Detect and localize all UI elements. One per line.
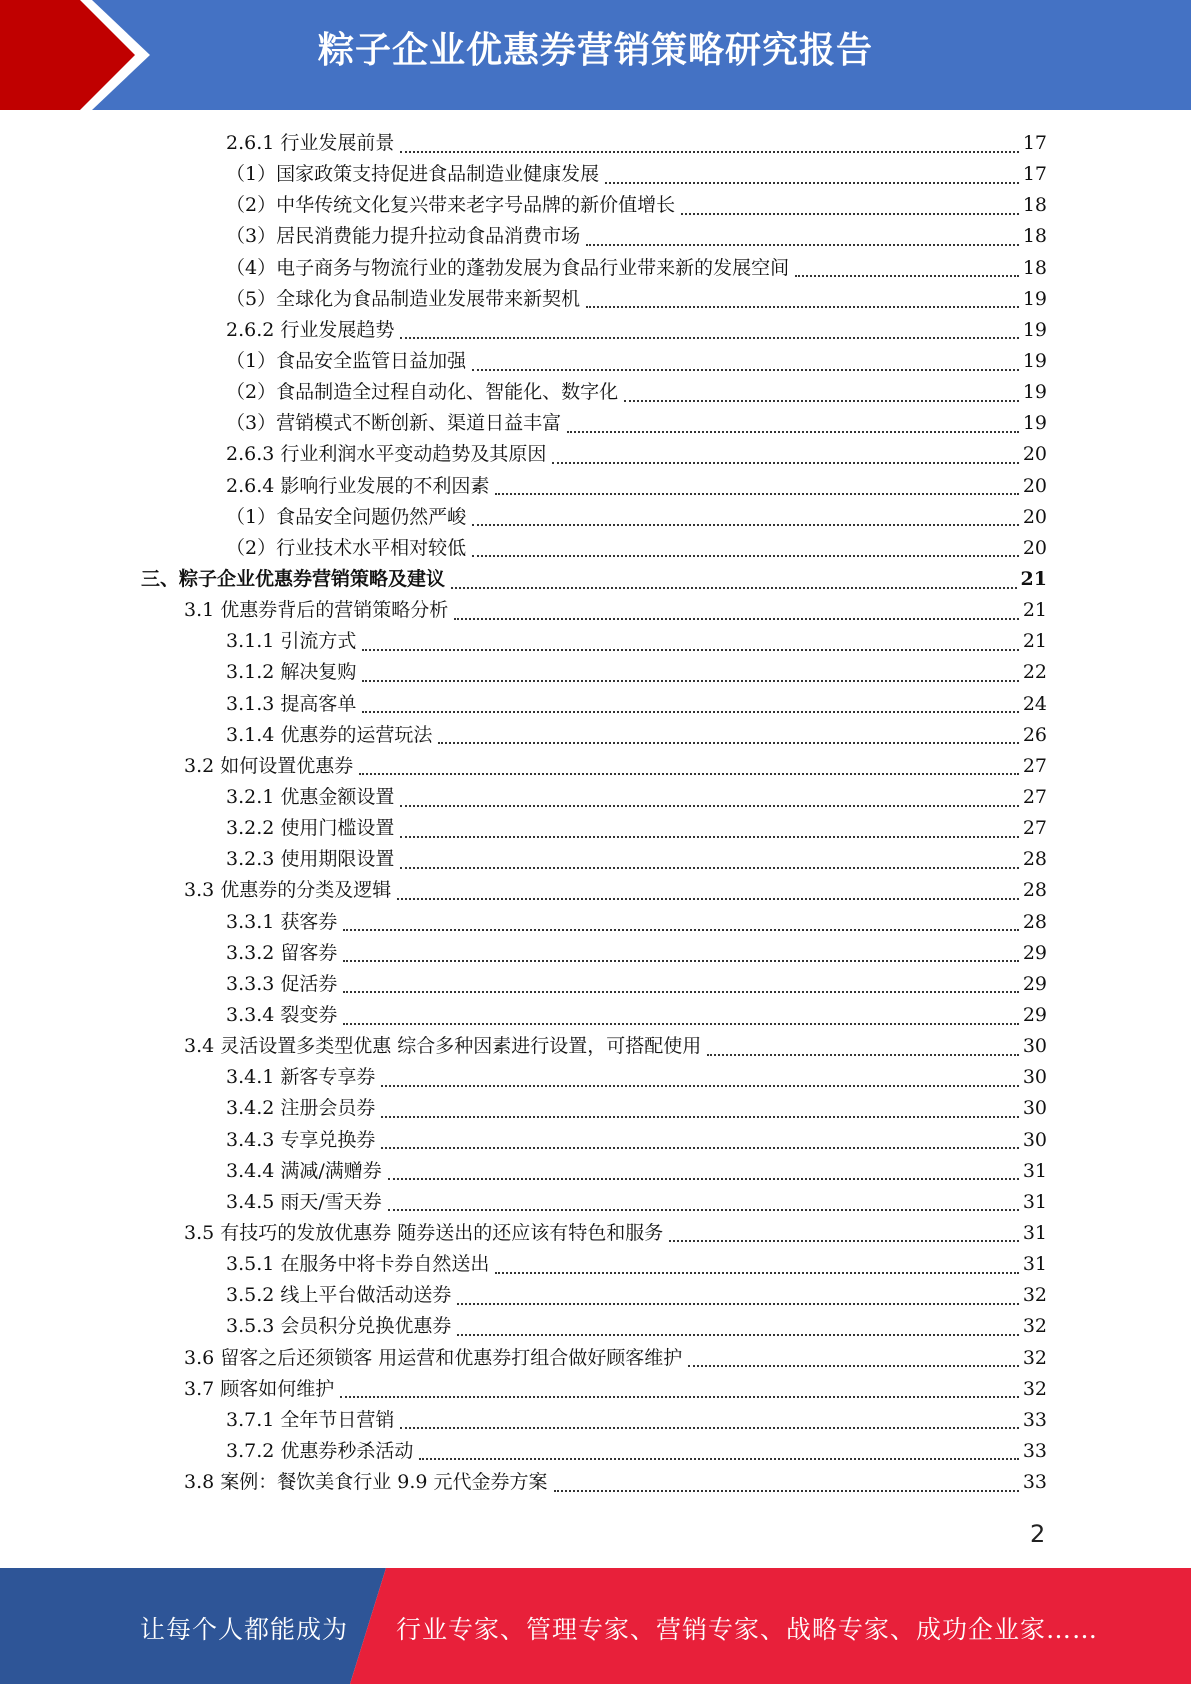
toc-leader-dots xyxy=(343,958,1018,962)
toc-entry[interactable] xyxy=(0,875,1047,906)
toc-entry[interactable] xyxy=(0,439,1047,470)
toc-entry-page: 18 xyxy=(1022,194,1047,217)
toc-leader-dots xyxy=(454,616,1019,620)
toc-entry-label: 3.4.4 满减/满赠券 xyxy=(226,1156,386,1187)
toc-entry-page: 33 xyxy=(1022,1408,1047,1431)
toc-entry-label: （5）全球化为食品制造业发展带来新契机 xyxy=(226,284,584,315)
toc-leader-dots xyxy=(397,896,1019,900)
table-of-contents xyxy=(0,128,1191,1498)
toc-entry[interactable] xyxy=(0,128,1047,159)
toc-entry-page: 28 xyxy=(1022,848,1047,871)
toc-leader-dots xyxy=(343,927,1018,931)
toc-entry[interactable] xyxy=(0,284,1047,315)
page-header xyxy=(0,0,1191,110)
toc-entry[interactable] xyxy=(0,1374,1047,1405)
toc-leader-dots xyxy=(472,522,1019,526)
toc-entry-page: 21 xyxy=(1022,599,1047,622)
toc-entry-label: （4）电子商务与物流行业的蓬勃发展为食品行业带来新的发展空间 xyxy=(226,253,793,284)
toc-entry-page: 24 xyxy=(1022,692,1047,715)
toc-entry[interactable] xyxy=(0,1125,1047,1156)
toc-entry-label: 2.6.3 行业利润水平变动趋势及其原因 xyxy=(226,439,550,470)
toc-entry-label: 3.5.1 在服务中将卡券自然送出 xyxy=(226,1249,493,1280)
toc-entry-label: 3.7.2 优惠券秒杀活动 xyxy=(226,1436,417,1467)
toc-entry-label: （1）国家政策支持促进食品制造业健康发展 xyxy=(226,159,603,190)
toc-entry-label: 3.3.1 获客券 xyxy=(226,907,341,938)
toc-entry-label: 3.5 有技巧的发放优惠券 随券送出的还应该有特色和服务 xyxy=(184,1218,667,1249)
toc-entry-label: （3）营销模式不断创新、渠道日益丰富 xyxy=(226,408,565,439)
toc-leader-dots xyxy=(400,865,1018,869)
toc-entry-page: 30 xyxy=(1022,1066,1047,1089)
toc-leader-dots xyxy=(400,834,1018,838)
toc-entry-label: 3.7 顾客如何维护 xyxy=(184,1374,338,1405)
toc-leader-dots xyxy=(472,367,1019,371)
toc-entry-page: 19 xyxy=(1022,350,1047,373)
toc-entry-label: （1）食品安全问题仍然严峻 xyxy=(226,502,470,533)
toc-leader-dots xyxy=(381,1114,1018,1118)
toc-leader-dots xyxy=(381,1145,1018,1149)
toc-leader-dots xyxy=(457,1332,1018,1336)
toc-entry-label: 3.2.2 使用门槛设置 xyxy=(226,813,398,844)
toc-leader-dots xyxy=(552,460,1018,464)
toc-entry-page: 20 xyxy=(1022,474,1047,497)
toc-entry-page: 30 xyxy=(1022,1097,1047,1120)
toc-leader-dots xyxy=(343,1021,1018,1025)
toc-entry-label: 3.5.2 线上平台做活动送券 xyxy=(226,1280,455,1311)
toc-leader-dots xyxy=(362,647,1018,651)
toc-leader-dots xyxy=(495,491,1018,495)
toc-entry[interactable] xyxy=(0,595,1047,626)
toc-entry-page: 29 xyxy=(1022,1004,1047,1026)
toc-entry-page: 18 xyxy=(1022,225,1047,248)
toc-leader-dots xyxy=(400,1425,1018,1429)
report-title: 粽子企业优惠券营销策略研究报告 xyxy=(317,30,873,71)
toc-entry-page: 31 xyxy=(1022,1159,1047,1182)
toc-entry-label: 3.1.1 引流方式 xyxy=(226,626,360,657)
toc-entry[interactable] xyxy=(0,408,1047,439)
toc-entry-label: 3.1 优惠券背后的营销策略分析 xyxy=(184,595,452,626)
toc-entry[interactable] xyxy=(0,813,1047,844)
toc-entry-label: （3）居民消费能力提升拉动食品消费市场 xyxy=(226,221,584,252)
toc-entry[interactable] xyxy=(0,626,1047,657)
toc-leader-dots xyxy=(400,803,1018,807)
toc-entry-page: 21 xyxy=(1022,630,1047,653)
toc-entry[interactable] xyxy=(0,782,1047,813)
toc-entry[interactable] xyxy=(0,533,1047,564)
toc-entry-page: 29 xyxy=(1022,941,1047,964)
toc-leader-dots xyxy=(495,1270,1018,1274)
toc-entry-label: 3.4.1 新客专享券 xyxy=(226,1062,379,1093)
toc-entry[interactable] xyxy=(0,1467,1047,1498)
toc-entry[interactable] xyxy=(0,377,1047,408)
toc-entry-label: 3.4.2 注册会员券 xyxy=(226,1093,379,1124)
toc-entry[interactable] xyxy=(0,1156,1047,1187)
toc-entry-page: 32 xyxy=(1022,1315,1047,1338)
toc-entry[interactable] xyxy=(0,1280,1047,1311)
toc-entry-page: 32 xyxy=(1022,1377,1047,1400)
toc-entry-page: 27 xyxy=(1022,754,1047,777)
toc-entry[interactable] xyxy=(0,1187,1047,1218)
toc-entry-page: 28 xyxy=(1022,910,1047,933)
toc-entry-page: 22 xyxy=(1022,661,1047,684)
toc-entry[interactable] xyxy=(0,564,1047,595)
toc-entry-page: 21 xyxy=(1020,568,1047,591)
toc-entry-page: 33 xyxy=(1022,1471,1047,1494)
toc-entry-label: 3.2 如何设置优惠券 xyxy=(184,751,357,782)
page-footer xyxy=(0,1568,1191,1684)
toc-entry-page: 33 xyxy=(1022,1439,1047,1462)
toc-entry-page: 19 xyxy=(1022,412,1047,435)
toc-leader-dots xyxy=(605,180,1019,184)
toc-entry[interactable] xyxy=(0,315,1047,346)
toc-entry[interactable] xyxy=(0,1342,1047,1373)
toc-entry-label: 3.1.3 提高客单 xyxy=(226,689,360,720)
toc-leader-dots xyxy=(554,1488,1019,1492)
toc-leader-dots xyxy=(457,1301,1018,1305)
toc-entry[interactable] xyxy=(0,1405,1047,1436)
toc-entry[interactable] xyxy=(0,346,1047,377)
toc-entry-page: 17 xyxy=(1022,132,1047,155)
toc-entry-page: 19 xyxy=(1022,318,1047,341)
toc-leader-dots xyxy=(388,1176,1019,1180)
footer-slogan-left: 让每个人都能成为 xyxy=(140,1615,349,1644)
toc-entry[interactable] xyxy=(0,1249,1047,1280)
toc-entry-page: 27 xyxy=(1022,786,1047,809)
toc-leader-dots xyxy=(586,242,1019,246)
toc-leader-dots xyxy=(381,1083,1018,1087)
toc-entry-page: 20 xyxy=(1022,443,1047,466)
toc-leader-dots xyxy=(388,1207,1019,1211)
toc-entry[interactable] xyxy=(0,907,1047,938)
toc-entry[interactable] xyxy=(0,253,1047,284)
toc-entry-label: 2.6.1 行业发展前景 xyxy=(226,128,398,159)
toc-entry-page: 19 xyxy=(1022,287,1047,310)
toc-entry-label: 3.1.2 解决复购 xyxy=(226,657,360,688)
toc-leader-dots xyxy=(451,585,1017,589)
toc-leader-dots xyxy=(795,273,1019,277)
toc-entry[interactable] xyxy=(0,471,1047,502)
toc-entry[interactable] xyxy=(0,689,1047,720)
toc-entry-page: 19 xyxy=(1022,381,1047,404)
toc-entry-page: 31 xyxy=(1022,1253,1047,1276)
toc-entry-label: 3.8 案例：餐饮美食行业 9.9 元代金券方案 xyxy=(184,1467,552,1498)
toc-leader-dots xyxy=(362,709,1018,713)
toc-entry-label: 3.4 灵活设置多类型优惠 综合多种因素进行设置，可搭配使用 xyxy=(184,1031,705,1062)
toc-entry-label: （2）中华传统文化复兴带来老字号品牌的新价值增长 xyxy=(226,190,679,221)
toc-entry-page: 31 xyxy=(1022,1190,1047,1213)
toc-entry-label: 2.6.2 行业发展趋势 xyxy=(226,315,398,346)
toc-entry[interactable] xyxy=(0,1062,1047,1093)
toc-entry[interactable] xyxy=(0,657,1047,688)
toc-entry-page: 32 xyxy=(1022,1346,1047,1369)
toc-entry[interactable] xyxy=(0,1000,1047,1031)
toc-entry-page: 18 xyxy=(1022,256,1047,279)
toc-entry-page: 30 xyxy=(1022,1035,1047,1058)
toc-leader-dots xyxy=(707,1052,1019,1056)
toc-leader-dots xyxy=(340,1394,1019,1398)
toc-leader-dots xyxy=(688,1363,1019,1367)
toc-entry-page: 30 xyxy=(1022,1128,1047,1151)
toc-entry[interactable] xyxy=(0,159,1047,190)
toc-entry-label: （2）行业技术水平相对较低 xyxy=(226,533,470,564)
toc-entry[interactable] xyxy=(0,1436,1047,1467)
toc-entry-page: 20 xyxy=(1022,505,1047,528)
toc-entry-label: （2）食品制造全过程自动化、智能化、数字化 xyxy=(226,377,622,408)
toc-entry-label: 3.3.3 促活券 xyxy=(226,969,341,1000)
toc-leader-dots xyxy=(343,989,1018,993)
toc-entry-label: 3.4.3 专享兑换券 xyxy=(226,1125,379,1156)
toc-entry-page: 26 xyxy=(1022,723,1047,746)
toc-entry-page: 29 xyxy=(1022,972,1047,995)
toc-entry-label: 三、粽子企业优惠券营销策略及建议 xyxy=(141,564,449,595)
toc-leader-dots xyxy=(400,335,1018,339)
toc-entry-page: 20 xyxy=(1022,536,1047,559)
toc-leader-dots xyxy=(681,211,1019,215)
toc-entry[interactable] xyxy=(0,751,1047,782)
toc-entry-page: 28 xyxy=(1022,879,1047,902)
toc-entry-label: 3.6 留客之后还须锁客 用运营和优惠券打组合做好顾客维护 xyxy=(184,1343,686,1374)
toc-entry-label: 3.3 优惠券的分类及逻辑 xyxy=(184,875,395,906)
toc-entry[interactable] xyxy=(0,938,1047,969)
toc-leader-dots xyxy=(400,149,1018,153)
toc-entry-label: 3.2.3 使用期限设置 xyxy=(226,844,398,875)
toc-entry[interactable] xyxy=(0,1218,1047,1249)
toc-entry[interactable] xyxy=(0,844,1047,875)
footer-slogan-right: 行业专家、管理专家、营销专家、战略专家、成功企业家…… xyxy=(396,1615,1099,1644)
toc-leader-dots xyxy=(669,1238,1019,1242)
toc-entry[interactable] xyxy=(0,1311,1047,1342)
toc-leader-dots xyxy=(567,429,1019,433)
toc-entry-label: 2.6.4 影响行业发展的不利因素 xyxy=(226,471,493,502)
toc-entry-label: （1）食品安全监管日益加强 xyxy=(226,346,470,377)
page-number: 2 xyxy=(1030,1520,1046,1548)
toc-leader-dots xyxy=(362,678,1018,682)
toc-entry[interactable] xyxy=(0,502,1047,533)
toc-entry-label: 3.5.3 会员积分兑换优惠券 xyxy=(226,1311,455,1342)
toc-entry[interactable] xyxy=(0,1031,1047,1062)
toc-entry-label: 3.7.1 全年节日营销 xyxy=(226,1405,398,1436)
toc-entry-page: 27 xyxy=(1022,817,1047,840)
toc-entry-label: 3.1.4 优惠券的运营玩法 xyxy=(226,720,436,751)
toc-entry-label: 3.2.1 优惠金额设置 xyxy=(226,782,398,813)
toc-entry[interactable] xyxy=(0,1093,1047,1124)
toc-leader-dots xyxy=(624,398,1019,402)
toc-entry[interactable] xyxy=(0,221,1047,252)
toc-leader-dots xyxy=(419,1456,1018,1460)
toc-leader-dots xyxy=(472,553,1019,557)
toc-leader-dots xyxy=(438,740,1018,744)
toc-entry-label: 3.3.4 裂变券 xyxy=(226,1000,341,1031)
toc-entry-label: 3.4.5 雨天/雪天券 xyxy=(226,1187,386,1218)
toc-entry[interactable] xyxy=(0,969,1047,1000)
toc-entry-page: 32 xyxy=(1022,1284,1047,1307)
toc-entry[interactable] xyxy=(0,190,1047,221)
toc-entry-label: 3.3.2 留客券 xyxy=(226,938,341,969)
toc-entry-page: 31 xyxy=(1022,1221,1047,1244)
toc-leader-dots xyxy=(586,304,1019,308)
toc-entry[interactable] xyxy=(0,720,1047,751)
toc-entry-page: 17 xyxy=(1022,163,1047,186)
toc-leader-dots xyxy=(359,771,1019,775)
